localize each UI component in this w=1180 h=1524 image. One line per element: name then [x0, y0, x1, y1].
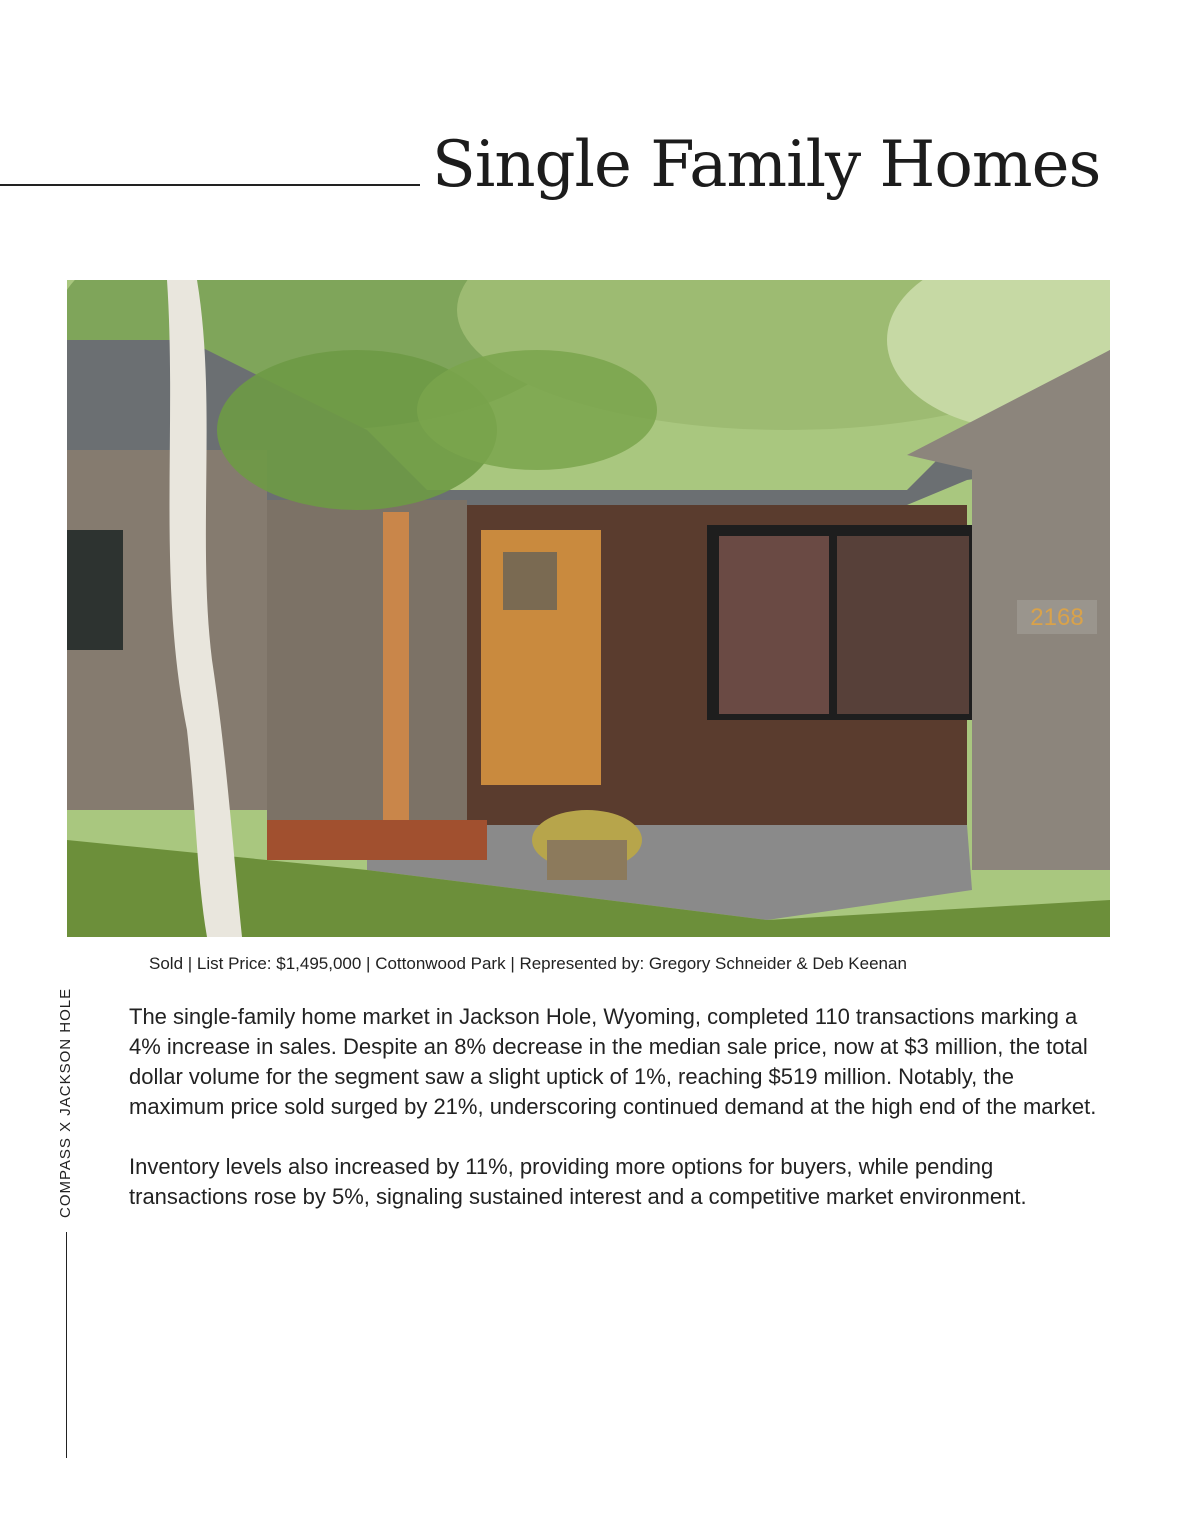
body-text [129, 1002, 1109, 1242]
page-title: Single Family Homes [432, 128, 1101, 202]
house-illustration [67, 280, 1110, 937]
side-rule [66, 1232, 67, 1458]
title-rule [0, 184, 420, 186]
house-photo [67, 280, 1110, 937]
photo-caption: Sold | List Price: $1,495,000 | Cottonwood Park | Represented by: Gregory Schneider & Deb Keenan [149, 954, 907, 973]
body-paragraph: The single-family home market in Jackson Hole, Wyoming, completed 110 transactions marking a 4% increase in sales. Despite an 8% decrease in the median sale price, now at $3 million, the total dollar volume for the segment saw a slight uptick of 1%, reaching $519 million. Notably, the maximum price sold surged by 21%, underscoring continued demand at the high end of the market. [129, 1004, 1097, 1119]
body-paragraph: Inventory levels also increased by 11%, providing more options for buyers, while pending transactions rose by 5%, signaling sustained interest and a competitive market environment. [129, 1154, 1027, 1209]
side-label: COMPASS X JACKSON HOLE [57, 987, 74, 1218]
house-number: 2168 [1030, 604, 1084, 631]
